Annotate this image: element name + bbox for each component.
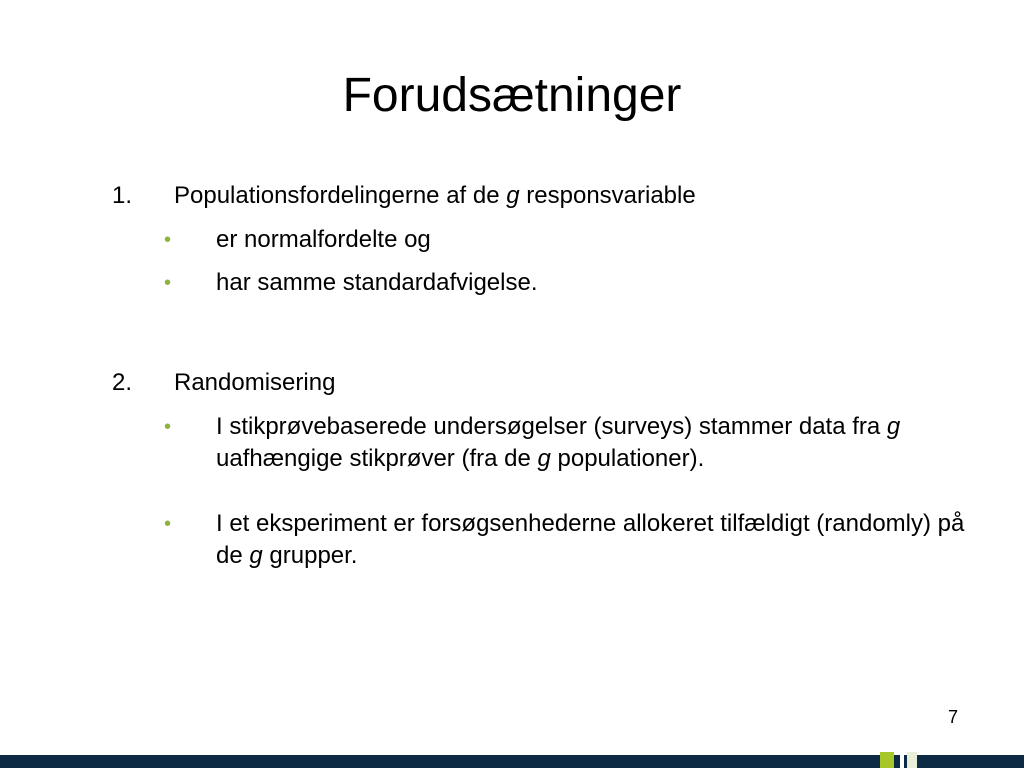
bullet-icon: • xyxy=(164,513,172,535)
footer-accent-block-light xyxy=(907,752,917,768)
slide-title: Forudsætninger xyxy=(342,69,682,122)
footer-bar xyxy=(0,755,1024,768)
page-number: 7 xyxy=(948,707,959,727)
bullet-icon: • xyxy=(164,272,172,294)
footer-accent-block xyxy=(880,752,894,768)
item-number: 2. xyxy=(112,369,133,396)
item-text: Populationsfordelingerne af de g responsvariable xyxy=(174,182,696,209)
item-text: Randomisering xyxy=(174,369,336,396)
bullet-icon: • xyxy=(164,229,172,251)
bullet-text: I stikprøvebaserede undersøgelser (surveys) stammer data fra g uafhængige stikprøver (fra de g populationer). xyxy=(216,413,901,472)
bullet-text: er normalfordelte og xyxy=(216,226,431,253)
bullet-text: I et eksperiment er forsøgsenhederne allokeret tilfældigt (randomly) på de g grupper. xyxy=(216,510,965,569)
bullet-text: har samme standardafvigelse. xyxy=(216,269,538,296)
bullet-icon: • xyxy=(164,416,172,438)
item-number: 1. xyxy=(112,182,133,209)
footer-accent-gap xyxy=(900,752,904,768)
